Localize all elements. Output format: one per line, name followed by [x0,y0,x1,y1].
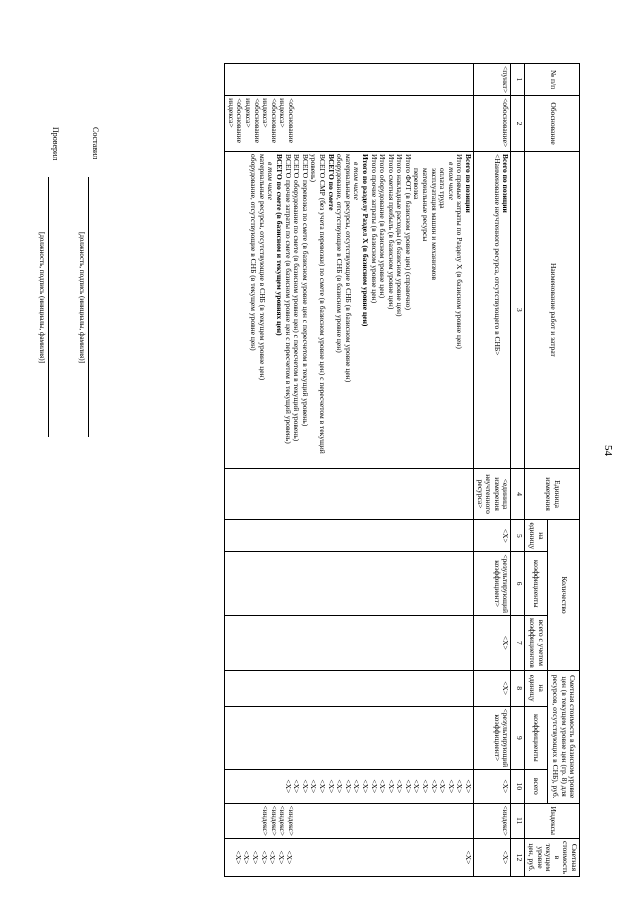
x-cell: <X> [429,779,439,794]
estimate-line: ВСЕГО перевозка по смете (в базисном уровне цен с пересчетом в текущий уровень) [300,153,310,427]
index-value: <индекс> [269,805,279,836]
col-number: 5 [511,520,525,552]
x-cell: <X> [360,779,370,794]
grand-total-title: ВСЕГО по смете (в базисном и текущем уровнях цен) [275,153,284,336]
totals-col10 [225,770,474,803]
index-basis: <обоснование индекса> [261,98,279,144]
col-number: 2 [511,96,525,152]
row-unit: <единица измерения неучтенного ресурса> [474,468,511,520]
index-value: <индекс> [278,805,288,836]
totals-num [225,64,474,96]
totals-col11 [225,803,474,838]
row-cost-total: <X> [474,770,511,803]
estimate-line: ВСЕГО оборудование по смете (в базисном уровне цен) с пересчетом в текущий уровень) [292,153,302,442]
column-number-row [511,64,525,877]
summary-line: Итого накладные расходы (в базисном уровне цен) [395,153,405,317]
x-cell: <X> [378,779,388,794]
summary-line: перевозка [412,167,422,200]
header-row-1 [547,64,579,877]
resource-name: <Наименование неучтенного ресурса, отсутствующего в СНБ> [492,153,502,356]
x-cell: <X> [317,779,327,794]
grand-line: в том числе [266,161,276,201]
x-cell: <X> [309,779,319,794]
hdr-indices: Индексы [525,803,580,838]
index-value: <индекс> [261,805,271,836]
summary-line: Итого прямые затраты по Разделу X (в базисном уровне цен) [455,153,465,349]
x-cell: <X> [395,779,405,794]
col-number: 4 [511,468,525,520]
summary-line: эксплуатация машин и механизмов [429,167,439,281]
index-value: <индекс> [287,805,297,836]
pos-title: Всего по позиции [464,153,474,213]
row-qty-coef: <результирующий коэффициент> [474,552,511,616]
row-name [474,151,511,468]
x-cell: <X> [251,850,261,865]
row-cost-current: <X> [474,838,511,876]
section-line: материальные ресурсы, отсутствующие в СНБ (в базисном уровне цен) [343,153,353,383]
row-index: <индекс> [474,803,511,838]
x-cell: <X> [300,779,310,794]
x-cell: <X> [438,779,448,794]
summary-line: Итого сметная прибыль (в базисном уровне цен) [386,153,396,310]
grand-line: материальные ресурсы, отсутствующие в СНБ (в текущем уровне цен) [257,153,267,381]
checked-hint: [должность, подпись (инициалы, фамилия)] [38,232,46,363]
page-number: 54 [602,445,614,456]
section-line: оборудование, отсутствующие в СНБ (в базисном уровне цен) [335,153,345,353]
x-cell: <X> [464,779,474,794]
summary-line: материальные ресурсы [421,167,431,242]
x-cell: <X> [335,779,345,794]
totals-col12 [225,838,474,876]
x-cell: <X> [233,850,243,865]
hdr-cost-coef: коэффициенты [525,706,548,770]
hdr-qty-coef: коэффициенты [525,552,548,616]
x-cell: <X> [268,850,278,865]
x-cell: <X> [403,779,413,794]
x-cell: <X> [326,779,336,794]
grand-line: оборудование, отсутствующие в СНБ (в текущем уровне цен) [249,153,259,351]
section-line: в том числе [352,161,362,201]
estimate-table [224,63,580,877]
totals-lines [225,151,474,468]
row-qty-total: <X> [474,615,511,670]
hdr-qty-total: всего с учетом коэффициентов [525,615,548,670]
hdr-cost-current: Сметная стоимость в текущем уровне цен, руб. [525,838,580,876]
hdr-unit: Единица измерения [525,468,580,520]
estimate-title: ВСЕГО по смете [326,153,336,211]
row-num: <пункт> [474,64,511,96]
section-title: Итого по разделу Раздел X (в базисном уровне цен) [360,153,370,327]
summary-line: Итого ФОТ (в базисном уровне цен) (справочно) [403,153,413,311]
col-number: 7 [511,615,525,670]
hdr-basis: Обоснование [525,96,580,152]
col-number: 11 [511,803,525,838]
x-cell: <X> [283,779,293,794]
x-cell: <X> [242,850,252,865]
summary-line: оплата труда [438,167,448,209]
x-cell: <X> [464,850,474,865]
x-cell: <X> [276,850,286,865]
composed-label: Составил [91,127,100,160]
composed-hint: [должность, подпись (инициалы, фамилия)] [78,232,86,363]
x-cell: <X> [421,779,431,794]
x-cell: <X> [352,779,362,794]
hdr-qty-per-unit: на единицу [525,520,548,552]
index-basis: <обоснование индекса> [244,98,262,144]
col-number: 10 [511,770,525,803]
x-cell: <X> [386,779,396,794]
x-cell: <X> [285,850,295,865]
row-basis: <обоснование> [474,96,511,152]
row-qty-per-unit: <X> [474,520,511,552]
index-basis: <обоснование индекса> [278,98,297,144]
estimate-line: ВСЕГО СМР (без учета перевозки) по смете (в базисном уровне цен) с пересчетом в текущий уровень) [309,153,327,454]
hdr-cost-total: всего [525,770,548,803]
index-basis: <обоснование индекса> [226,98,245,144]
table-row [474,64,511,877]
total-by-position-label: Всего по позиции [501,153,511,213]
row-cost-per-unit: <X> [474,670,511,706]
x-cell: <X> [412,779,422,794]
checked-label: Проверил [51,127,60,161]
x-cell: <X> [369,779,379,794]
composed-signature-line [88,177,98,437]
col-number: 9 [511,706,525,770]
summary-line: Итого прочие затраты (в базисном уровне цен) [369,153,379,304]
col-number: 1 [511,64,525,96]
summary-line: Итого оборудование (в базисном уровне цен) [378,153,388,299]
hdr-num: № п/п [525,64,580,96]
x-cell: <X> [292,779,302,794]
totals-row [225,64,474,877]
col-number: 6 [511,552,525,616]
estimate-line: ВСЕГО прочие затраты по смете (в базисном уровне цен с пересчетом в текущий уровень) [283,153,293,444]
checked-signature-line [48,177,58,437]
x-cell: <X> [259,850,269,865]
col-number: 12 [511,838,525,876]
hdr-cost-basis: Сметная стоимость в базисном уровне цен (в текущем уровне цен (гр. 8) для ресурсов, отсутствующих в СНБ), руб. [547,670,579,803]
hdr-cost-per-unit: на единицу [525,670,548,706]
hdr-name: Наименование работ и затрат [525,151,580,468]
x-cell: <X> [446,779,456,794]
col-number: 8 [511,670,525,706]
row-cost-coef: <результирующий коэффициент> [474,706,511,770]
rotated-page-content [20,27,620,877]
x-cell: <X> [343,779,353,794]
totals-basis [225,96,474,152]
col-number: 3 [511,151,525,468]
x-cell: <X> [455,779,465,794]
summary-line: в том числе [446,161,456,201]
hdr-quantity: Количество [547,520,579,670]
